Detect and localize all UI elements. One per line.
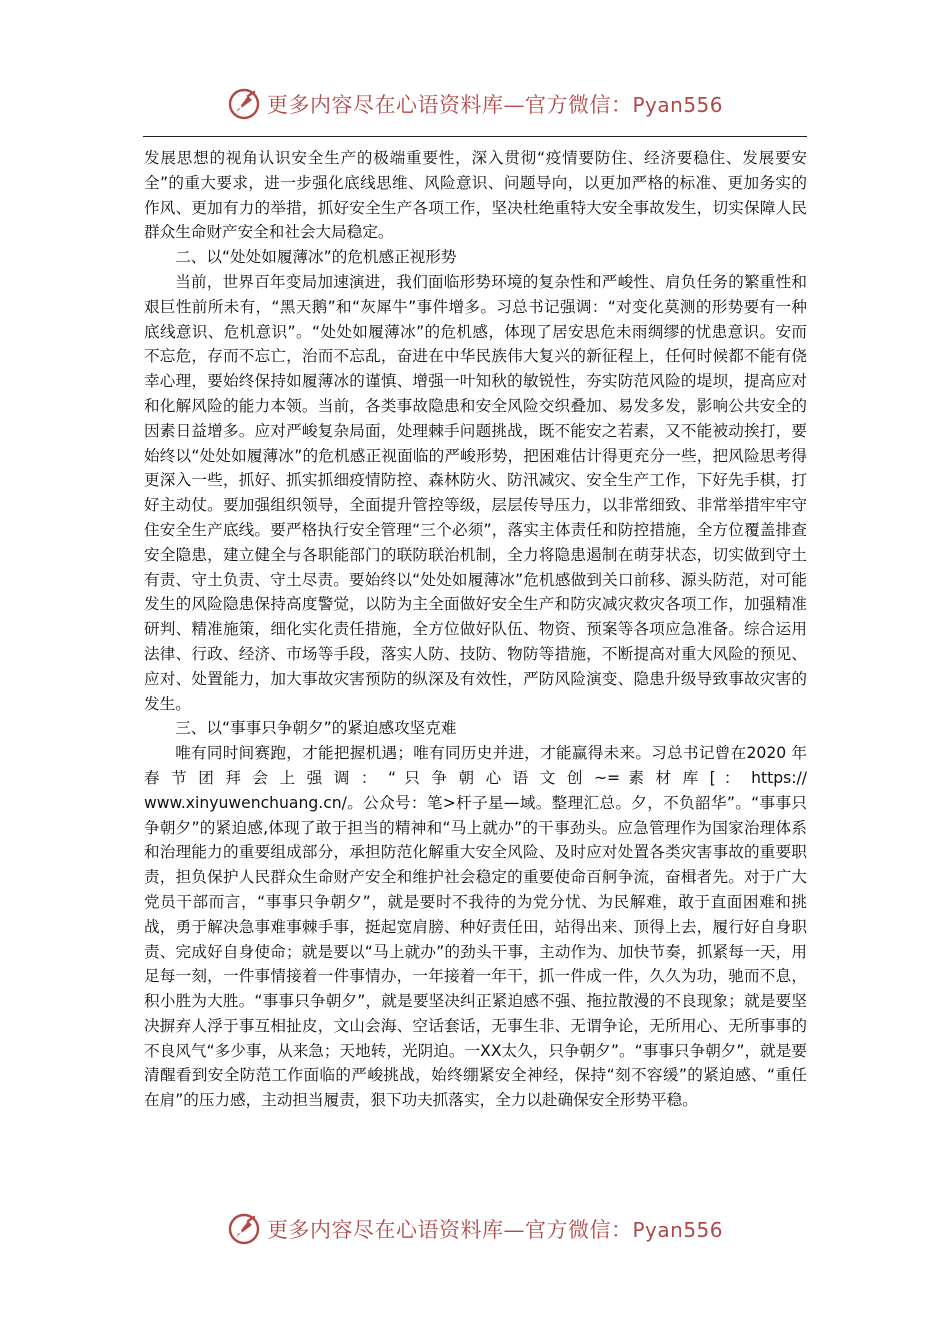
pen-nib-logo-icon xyxy=(227,1212,261,1246)
section-heading: 三、以“事事只争朝夕”的紧迫感攻坚克难 xyxy=(175,719,457,738)
pen-nib-logo-icon xyxy=(227,87,261,121)
header-banner xyxy=(0,84,950,124)
header-divider xyxy=(143,136,807,137)
paragraph: 唯有同时间赛跑，才能把握机遇；唯有同历史并进，才能赢得未来。习总书记曾在2020 年 春 节 团 拜 会 上 强 调 ： “ 只 争 朝 心 语 文 创 ~= 素 材 库 [ ： https:// www.xinyuwenchuang.cn/。公众号：笔>杆子星—域。整理汇总。夕，不负韶华”。“事事只争朝夕”的紧迫感,体现了敢于担当的精神和“马上就办”的干事劲头。应急管理作为国家治理体系和治理能力的重要组成部分，承担防范化解重大安全风险、及时应对处置各类灾害事故的重要职责，担负保护人民群众生命财产安全和维护社会稳定的重要使命百舸争流，奋楫者先。对于广大党员干部而言，“事事只争朝夕”，就是要时不我待的为党分忧、为民解难，敢于直面困难和挑战，勇于解决急事难事棘手事，挺起宽肩膀、种好责任田，站得出来、顶得上去，履行好自身职责、完成好自身使命；就是要以“马上就办”的劲头干事，主动作为、加快节奏，抓紧每一天，用足每一刻，一件事情接着一件事情办，一年接着一年干，抓一件成一件，久久为功，驰而不息，积小胜为大胜。“事事只争朝夕”，就是要坚决纠正紧迫感不强、拖拉散漫的不良现象；就是要坚决摒弃人浮于事互相扯皮，文山会海、空话套话，无事生非、无谓争论，无所用心、无所事事的不良风气“多少事，从来急；天地转，光阴迫。一XX太久，只争朝夕”。“事事只争朝夕”，就是要清醒看到安全防范工作面临的严峻挑战，始终绷紧安全神经，保持“刻不容缓”的紧迫感、“重任在肩”的压力感，主动担当履责，狠下功夫抓落实，全力以赴确保安全形势平稳。 xyxy=(144,744,807,1110)
banner-wechat-id: Pyan556 xyxy=(632,93,723,117)
section-heading: 二、以“处处如履薄冰”的危机感正视形势 xyxy=(175,248,457,267)
paragraph: 当前，世界百年变局加速演进，我们面临形势环境的复杂性和严峻性、肩负任务的繁重性和艰巨性前所未有，“黑天鹅”和“灰犀牛”事件增多。习总书记强调：“对变化莫测的形势要有一种底线意识、危机意识”。“处处如履薄冰”的危机感，体现了居安思危未雨绸缪的忧患意识。安而不忘危，存而不忘亡，治而不忘乱，奋进在中华民族伟大复兴的新征程上，任何时候都不能有侥幸心理，要始终保持如履薄冰的谨慎、增强一叶知秋的敏锐性，夯实防范风险的堤坝，提高应对和化解风险的能力本领。当前，各类事故隐患和安全风险交织叠加、易发多发，影响公共安全的因素日益增多。应对严峻复杂局面，处理棘手问题挑战，既不能安之若素，又不能被动挨打，要始终以“处处如履薄冰”的危机感正视面临的严峻形势，把困难估计得更充分一些，把风险思考得更深入一些，抓好、抓实抓细疫情防控、森林防火、防汛减灾、安全生产工作，下好先手棋，打好主动仗。要加强组织领导，全面提升管控等级，层层传导压力，以非常细致、非常举措牢牢守住安全生产底线。要严格执行安全管理“三个必须”，落实主体责任和防控措施，全方位覆盖排查安全隐患，建立健全与各职能部门的联防联治机制，全力将隐患遏制在萌芽状态，切实做到守土有责、守土负责、守土尽责。要始终以“处处如履薄冰”危机感做到关口前移、源头防范，对可能发生的风险隐患保持高度警觉，以防为主全面做好安全生产和防灾减灾救灾各项工作，加强精准研判、精准施策，细化实化责任措施，全方位做好队伍、物资、预案等各项应急准备。综合运用法律、行政、经济、市场等手段，落实人防、技防、物防等措施，不断提高对重大风险的预见、应对、处置能力，加大事故灾害预防的纵深及有效性，严防风险演变、隐患升级导致事故灾害的发生。 xyxy=(144,272,807,713)
banner-slogan: 更多内容尽在心语资料库—官方微信： xyxy=(266,93,633,117)
banner-text xyxy=(267,89,723,119)
banner-slogan: 更多内容尽在心语资料库—官方微信： xyxy=(266,1218,633,1242)
banner-text xyxy=(267,1214,723,1244)
footer-banner xyxy=(0,1209,950,1249)
document-body xyxy=(144,146,807,1113)
banner-wechat-id: Pyan556 xyxy=(632,1218,723,1242)
paragraph: 发展思想的视角认识安全生产的极端重要性，深入贯彻“疫情要防住、经济要稳住、发展要安全”的重大要求，进一步强化底线思维、风险意识、问题导向，以更加严格的标准、更加务实的作风、更加有力的举措，抓好安全生产各项工作，坚决杜绝重特大安全事故发生，切实保障人民群众生命财产安全和社会大局稳定。 xyxy=(144,149,807,242)
